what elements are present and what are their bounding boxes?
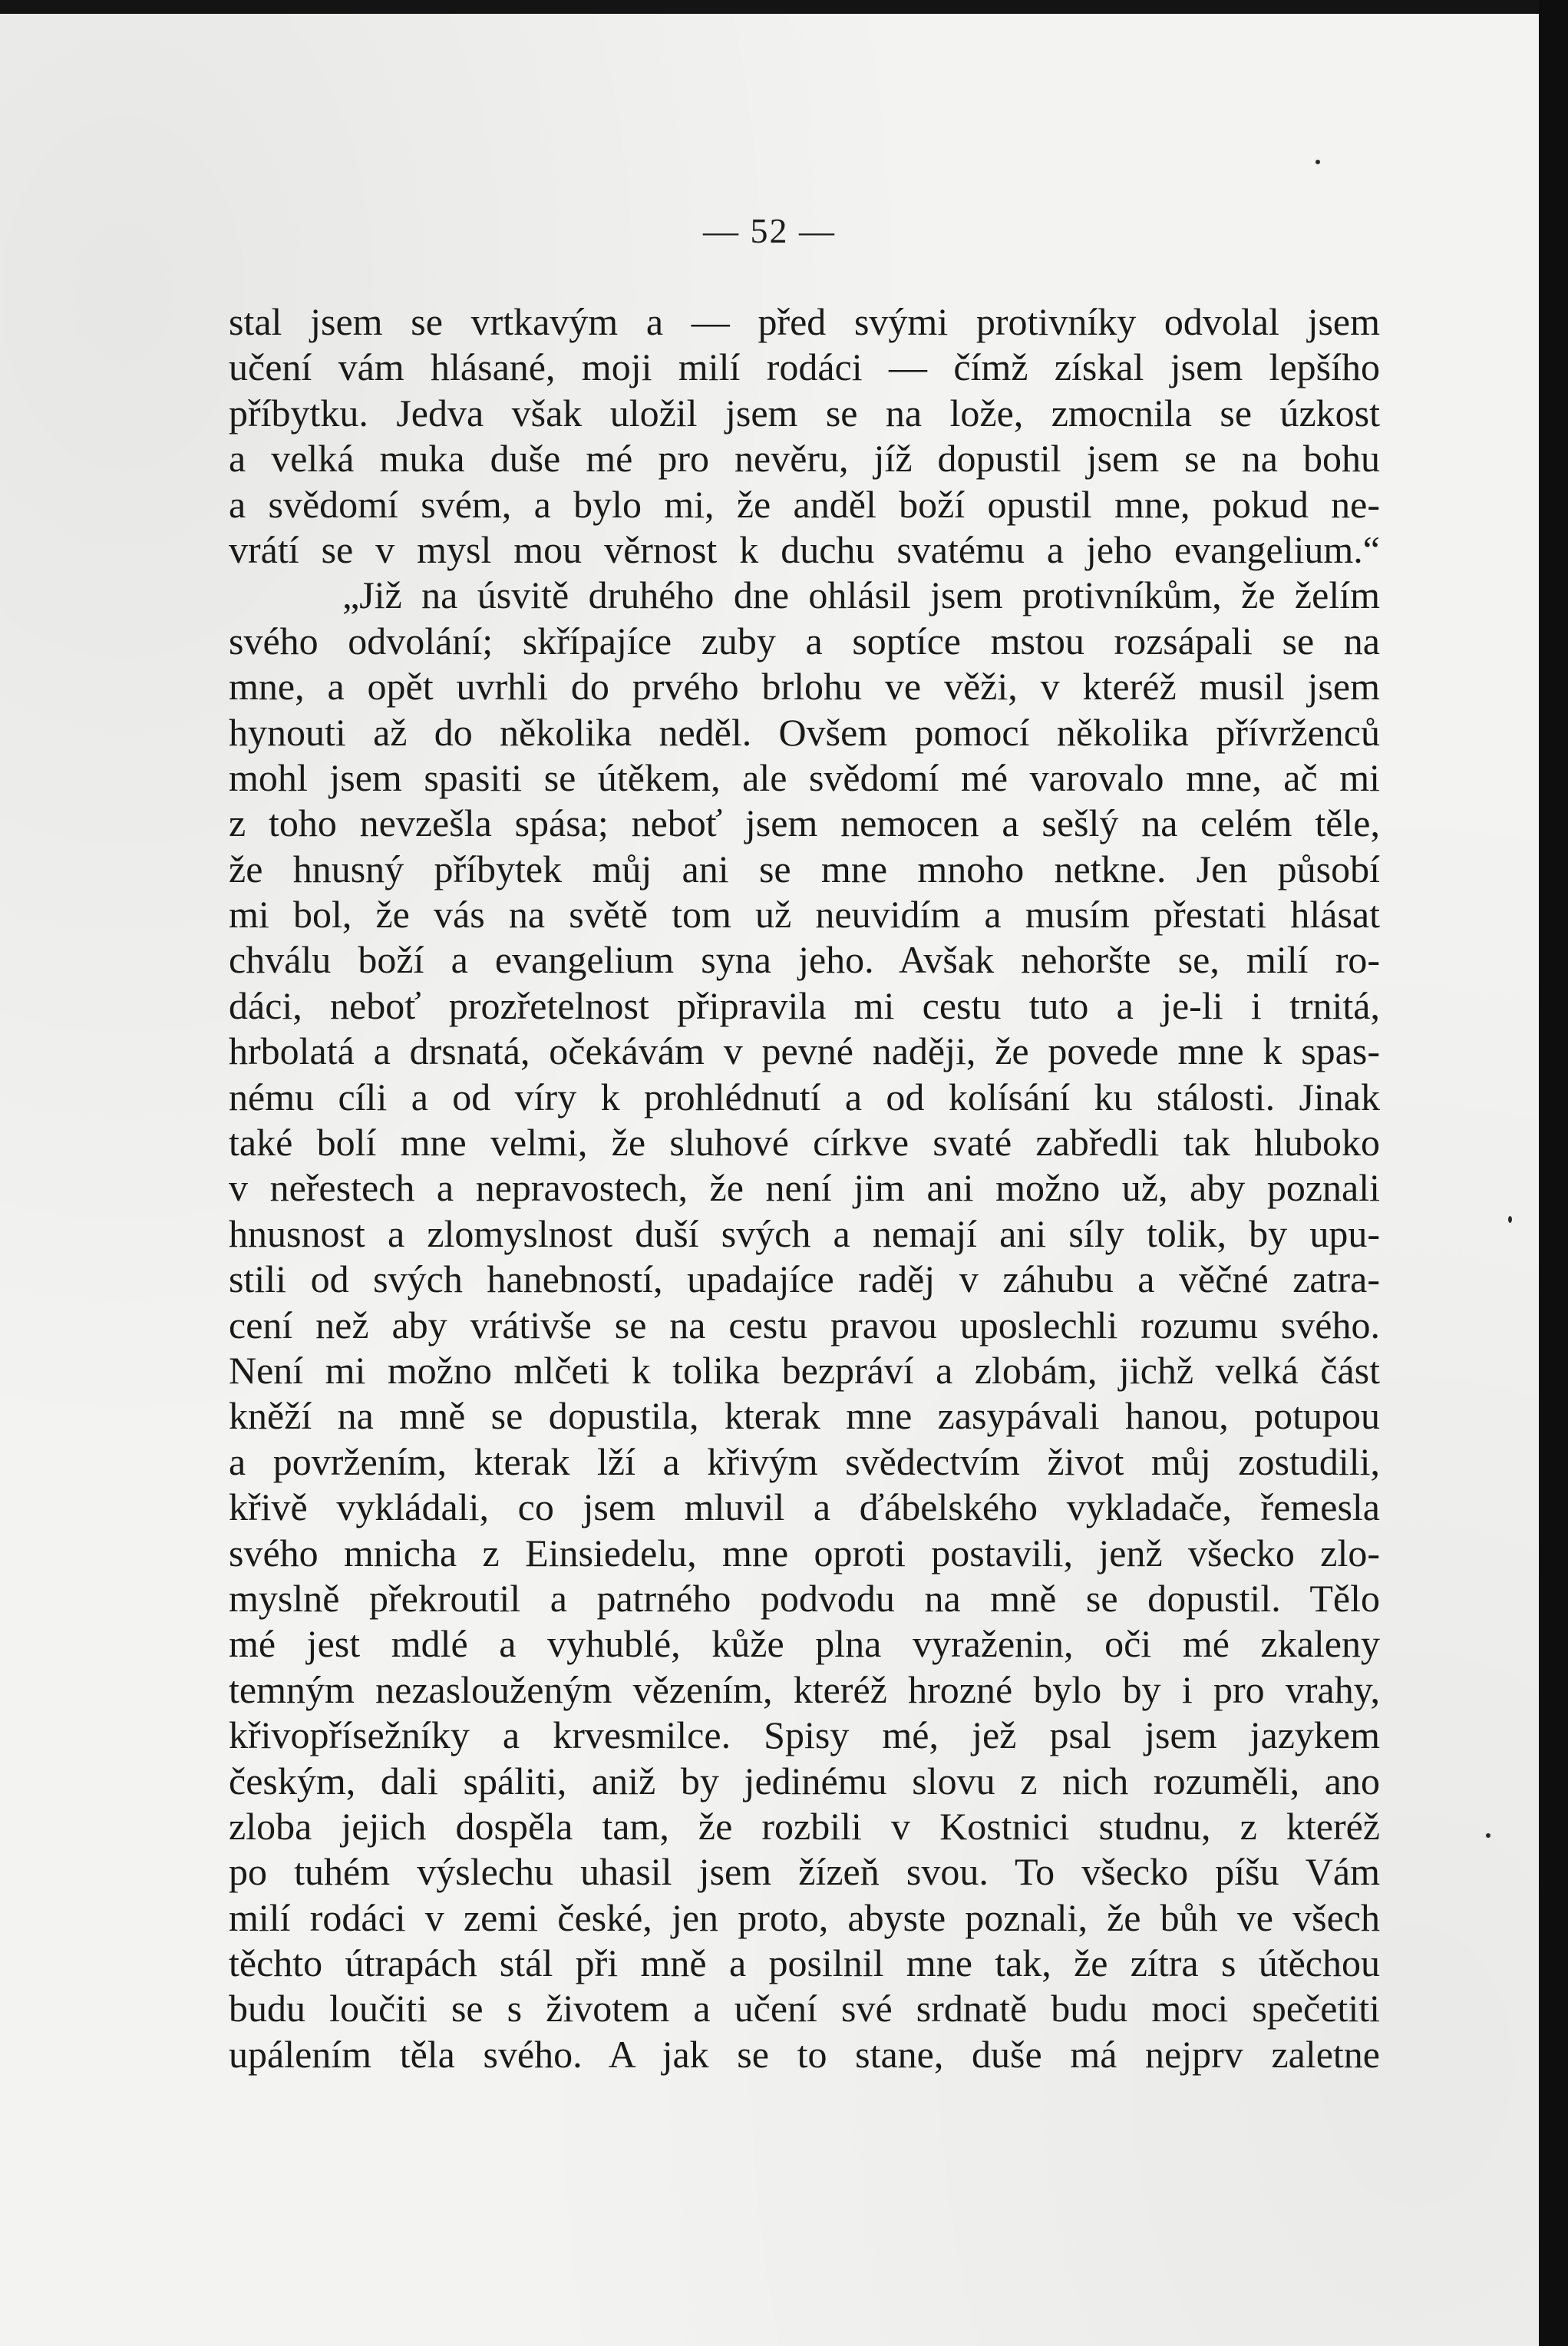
text-line: českým, dali spáliti, aniž by jedinému slovu z nich rozuměli, ano	[229, 1759, 1380, 1802]
page-number: — 52 —	[703, 211, 836, 250]
text-line: po tuhém výslechu uhasil jsem žízeň svou. To všecko píšu Vám	[229, 1850, 1380, 1894]
text-line: svého odvolání; skřípajíce zuby a soptíce mstou rozsápali se na	[229, 619, 1380, 662]
text-line: hrbolatá a drsnatá, očekávám v pevné naději, že povede mne k spas-	[229, 1029, 1380, 1073]
text-line: cení než aby vrátivše se na cestu pravou uposlechli rozumu svého.	[229, 1303, 1380, 1346]
text-line: svého mnicha z Einsiedelu, mne oproti postavili, jenž všecko zlo-	[229, 1531, 1380, 1574]
text-line: Není mi možno mlčeti k tolika bezpráví a zlobám, jichž velká část	[229, 1348, 1380, 1392]
ink-speck	[1508, 1216, 1512, 1223]
text-line: budu loučiti se s životem a učení své srdnatě budu moci spečetiti	[229, 1987, 1380, 2030]
text-line: také bolí mne velmi, že sluhové církve svaté zabředli tak hluboko	[229, 1121, 1380, 1165]
page-edge-shadow	[1539, 0, 1568, 2346]
book-page	[0, 14, 1539, 2346]
text-line: učení vám hlásané, moji milí rodáci — čímž získal jsem lepšího	[229, 345, 1380, 389]
text-line: zloba jejich dospěla tam, že rozbili v Kostnici studnu, z kteréž	[229, 1804, 1380, 1848]
text-line: příbytku. Jedva však uložil jsem se na lože, zmocnila se úzkost	[229, 391, 1380, 435]
text-line: chválu boží a evangelium syna jeho. Avšak nehoršte se, milí ro-	[229, 938, 1380, 982]
text-line: těchto útrapách stál při mně a posilnil mne tak, že zítra s útěchou	[229, 1941, 1380, 1985]
text-line: kněží na mně se dopustila, kterak mne zasypávali hanou, potupou	[229, 1394, 1380, 1438]
text-line: „Již na úsvitě druhého dne ohlásil jsem protivníkům, že želím	[342, 573, 1380, 617]
text-line: mohl jsem spasiti se útěkem, ale svědomí mé varovalo mne, ač mi	[229, 755, 1380, 799]
text-line: mne, a opět uvrhli do prvého brlohu ve věži, v kteréž musil jsem	[229, 665, 1380, 709]
text-line: stili od svých hanebností, upadajíce raděj v záhubu a věčné zatra-	[229, 1257, 1380, 1301]
text-line: a svědomí svém, a bylo mi, že anděl boží opustil mne, pokud ne-	[229, 482, 1380, 526]
text-line: myslně překroutil a patrného podvodu na mně se dopustil. Tělo	[229, 1576, 1380, 1620]
text-line: a povržením, kterak lží a křivým svědectvím život můj zostudili,	[229, 1439, 1380, 1483]
text-line: vrátí se v mysl mou věrnost k duchu svatému a jeho evangelium.“	[229, 527, 1380, 571]
body-text	[229, 299, 1380, 2077]
ink-speck	[1486, 1833, 1490, 1838]
text-line: hynouti až do několika neděl. Ovšem pomocí několika přívrženců	[229, 710, 1380, 754]
text-line: v neřestech a nepravostech, že není jim ani možno už, aby poznali	[229, 1166, 1380, 1210]
text-line: že hnusný příbytek můj ani se mne mnoho netkne. Jen působí	[229, 847, 1380, 890]
text-line: křivě vykládali, co jsem mluvil a ďábelského vykladače, řemesla	[229, 1485, 1380, 1529]
text-line: hnusnost a zlomyslnost duší svých a nemají ani síly tolik, by upu-	[229, 1211, 1380, 1255]
text-line: nému cíli a od víry k prohlédnutí a od kolísání ku stálosti. Jinak	[229, 1075, 1380, 1118]
text-line: z toho nevzešla spása; neboť jsem nemocen a sešlý na celém těle,	[229, 801, 1380, 845]
text-line: a velká muka duše mé pro nevěru, jíž dopustil jsem se na bohu	[229, 437, 1380, 481]
text-line: milí rodáci v zemi české, jen proto, abyste poznali, že bůh ve všech	[229, 1895, 1380, 1939]
text-line: mé jest mdlé a vyhublé, kůže plna vyraženin, oči mé zkaleny	[229, 1622, 1380, 1666]
text-line: dáci, neboť prozřetelnost připravila mi cestu tuto a je-li i trnitá,	[229, 983, 1380, 1027]
text-line: temným nezaslouženým vězením, kteréž hrozné bylo by i pro vrahy,	[229, 1667, 1380, 1711]
text-line: upálením těla svého. A jak se to stane, duše má nejprv zaletne	[229, 2032, 1380, 2076]
text-line: stal jsem se vrtkavým a — před svými protivníky odvolal jsem	[229, 300, 1380, 343]
text-line: mi bol, že vás na světě tom už neuvidím a musím přestati hlásat	[229, 893, 1380, 937]
text-line: křivopřísežníky a krvesmilce. Spisy mé, jež psal jsem jazykem	[229, 1713, 1380, 1757]
ink-speck	[1315, 160, 1320, 164]
